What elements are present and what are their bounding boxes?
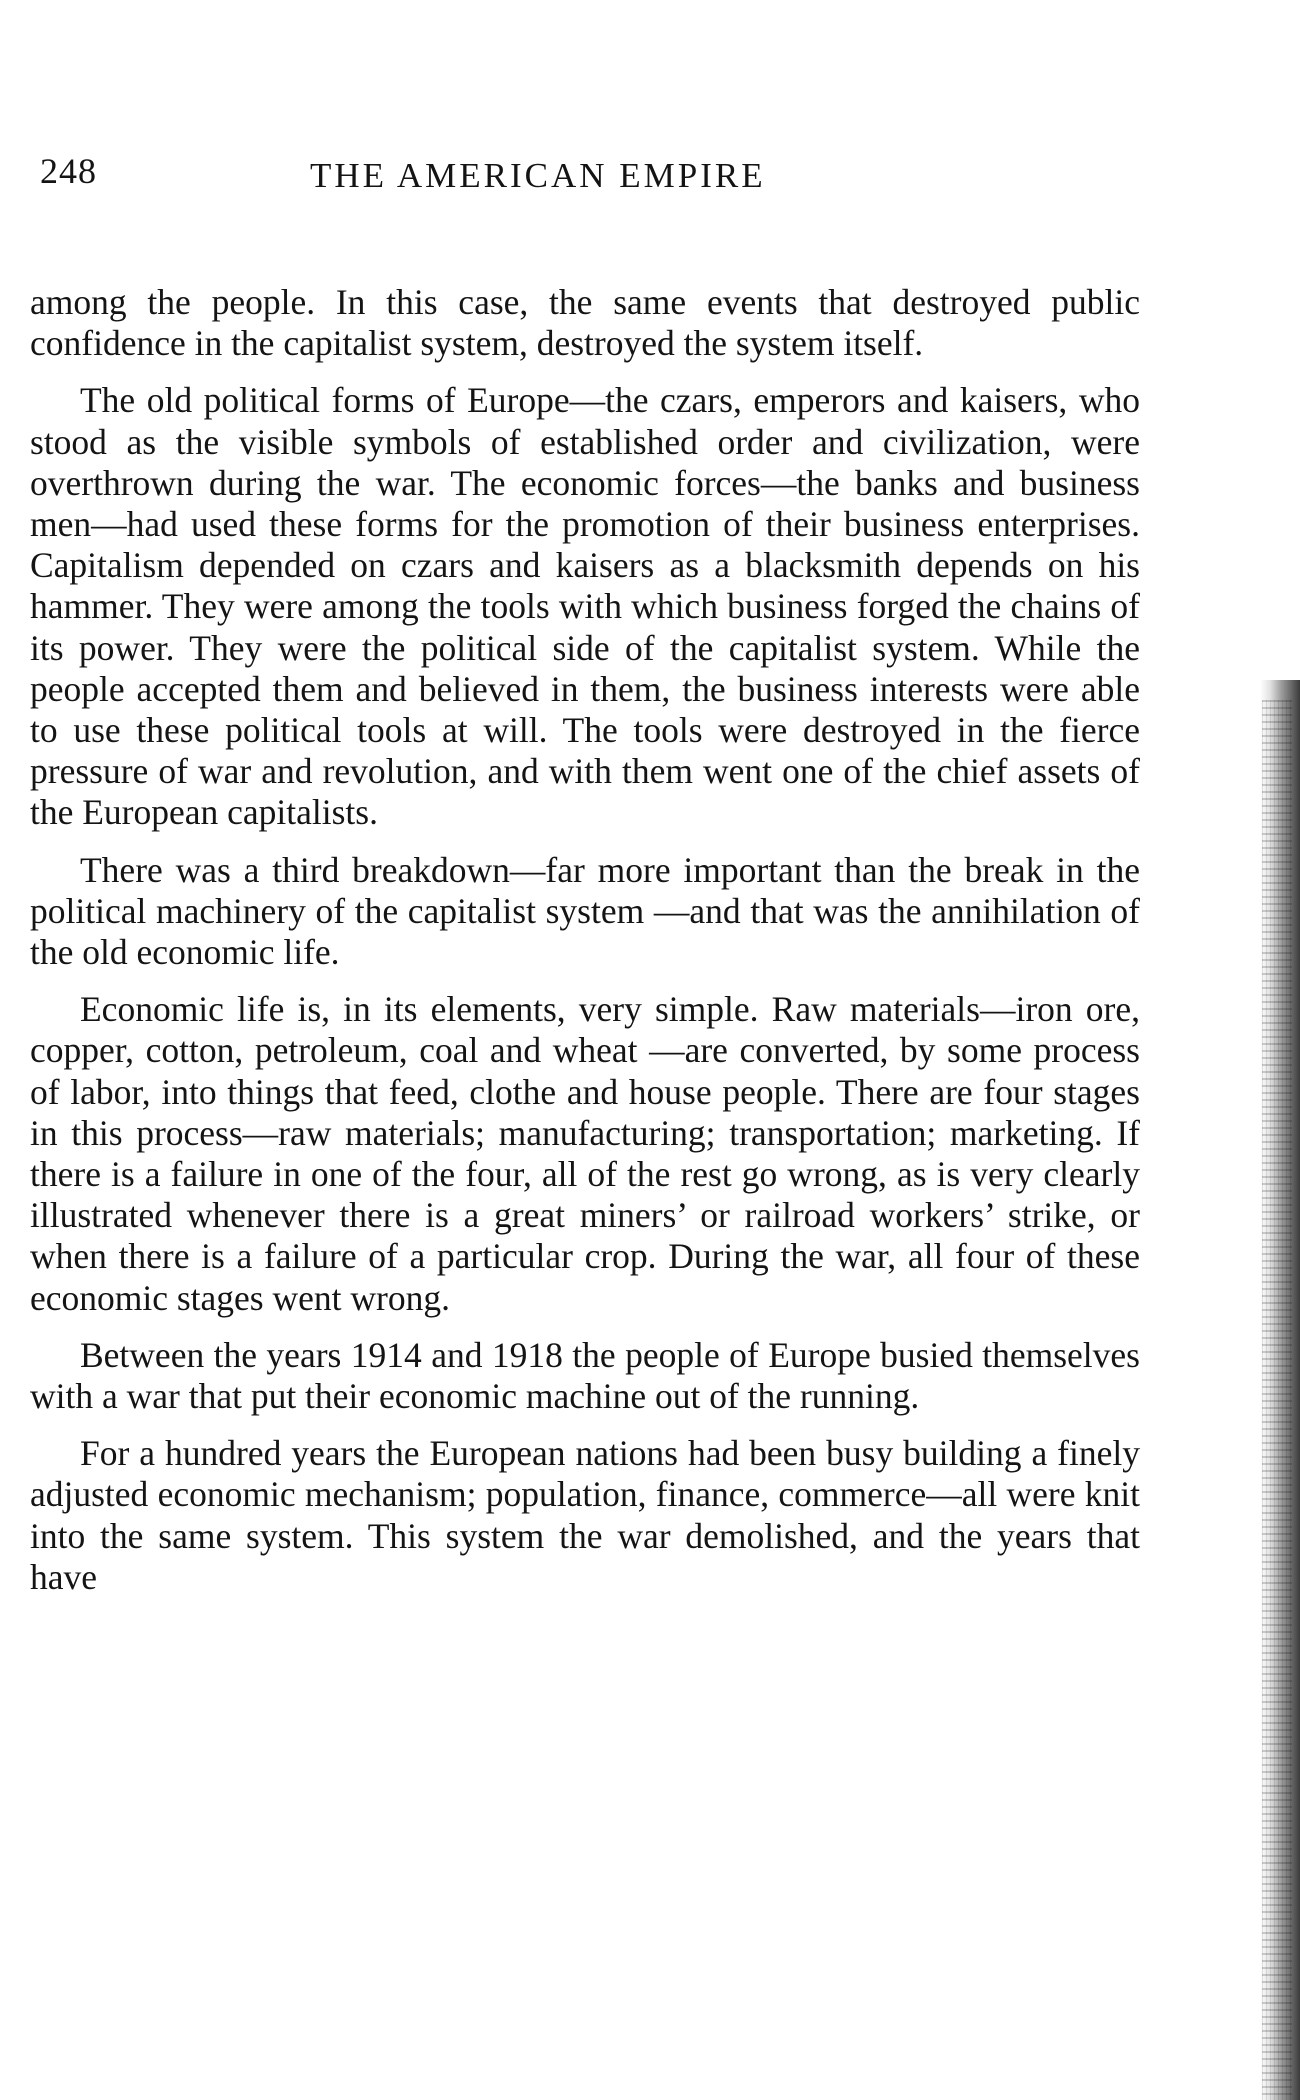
body-text bbox=[30, 282, 1140, 1614]
paragraph-third-breakdown: There was a third breakdown—far more important than the break in the political machinery of the capitalist system —and that was the annihilation of the old economic life. bbox=[30, 849, 1140, 973]
paragraph-continuation: among the people. In this case, the same events that destroyed public confidence in the capitalist system, destroyed the system itself. bbox=[30, 282, 1140, 364]
binding-gutter-texture bbox=[1262, 700, 1292, 2100]
paragraph-economic-life: Economic life is, in its elements, very simple. Raw materials—iron ore, copper, cotton, petroleum, coal and wheat —are converted, by some process of labor, into things that feed, clothe and house people. There are four stages in this process—raw materials; manufacturing; transportation; marketing. If there is a failure in one of the four, all of the rest go wrong, as is very clearly illustrated whenever there is a great miners’ or railroad workers’ strike, or when there is a failure of a particular crop. During the war, all four of these economic stages went wrong. bbox=[30, 989, 1140, 1318]
paragraph-political-forms: The old political forms of Europe—the czars, emperors and kaisers, who stood as the visible symbols of established order and civilization, were overthrown during the war. The economic forces—the banks and business men—had used these forms for the promotion of their business enterprises. Capitalism depended on czars and kaisers as a blacksmith depends on his hammer. They were among the tools with which business forged the chains of its power. They were the political side of the capitalist system. While the people accepted them and believed in them, the business interests were able to use these political tools at will. The tools were destroyed in the fierce pressure of war and revolution, and with them went one of the chief assets of the European capitalists. bbox=[30, 380, 1140, 833]
page-number: 248 bbox=[40, 151, 97, 191]
paragraph-war-years: Between the years 1914 and 1918 the people of Europe busied themselves with a war that put their economic machine out of the running. bbox=[30, 1334, 1140, 1417]
paragraph-hundred-years: For a hundred years the European nations had been busy building a finely adjusted economic mechanism; population, finance, commerce—all were knit into the same system. This system the war demolished, and the years that have bbox=[30, 1433, 1140, 1597]
page-header bbox=[40, 150, 1140, 200]
running-title: THE AMERICAN EMPIRE bbox=[310, 156, 766, 195]
